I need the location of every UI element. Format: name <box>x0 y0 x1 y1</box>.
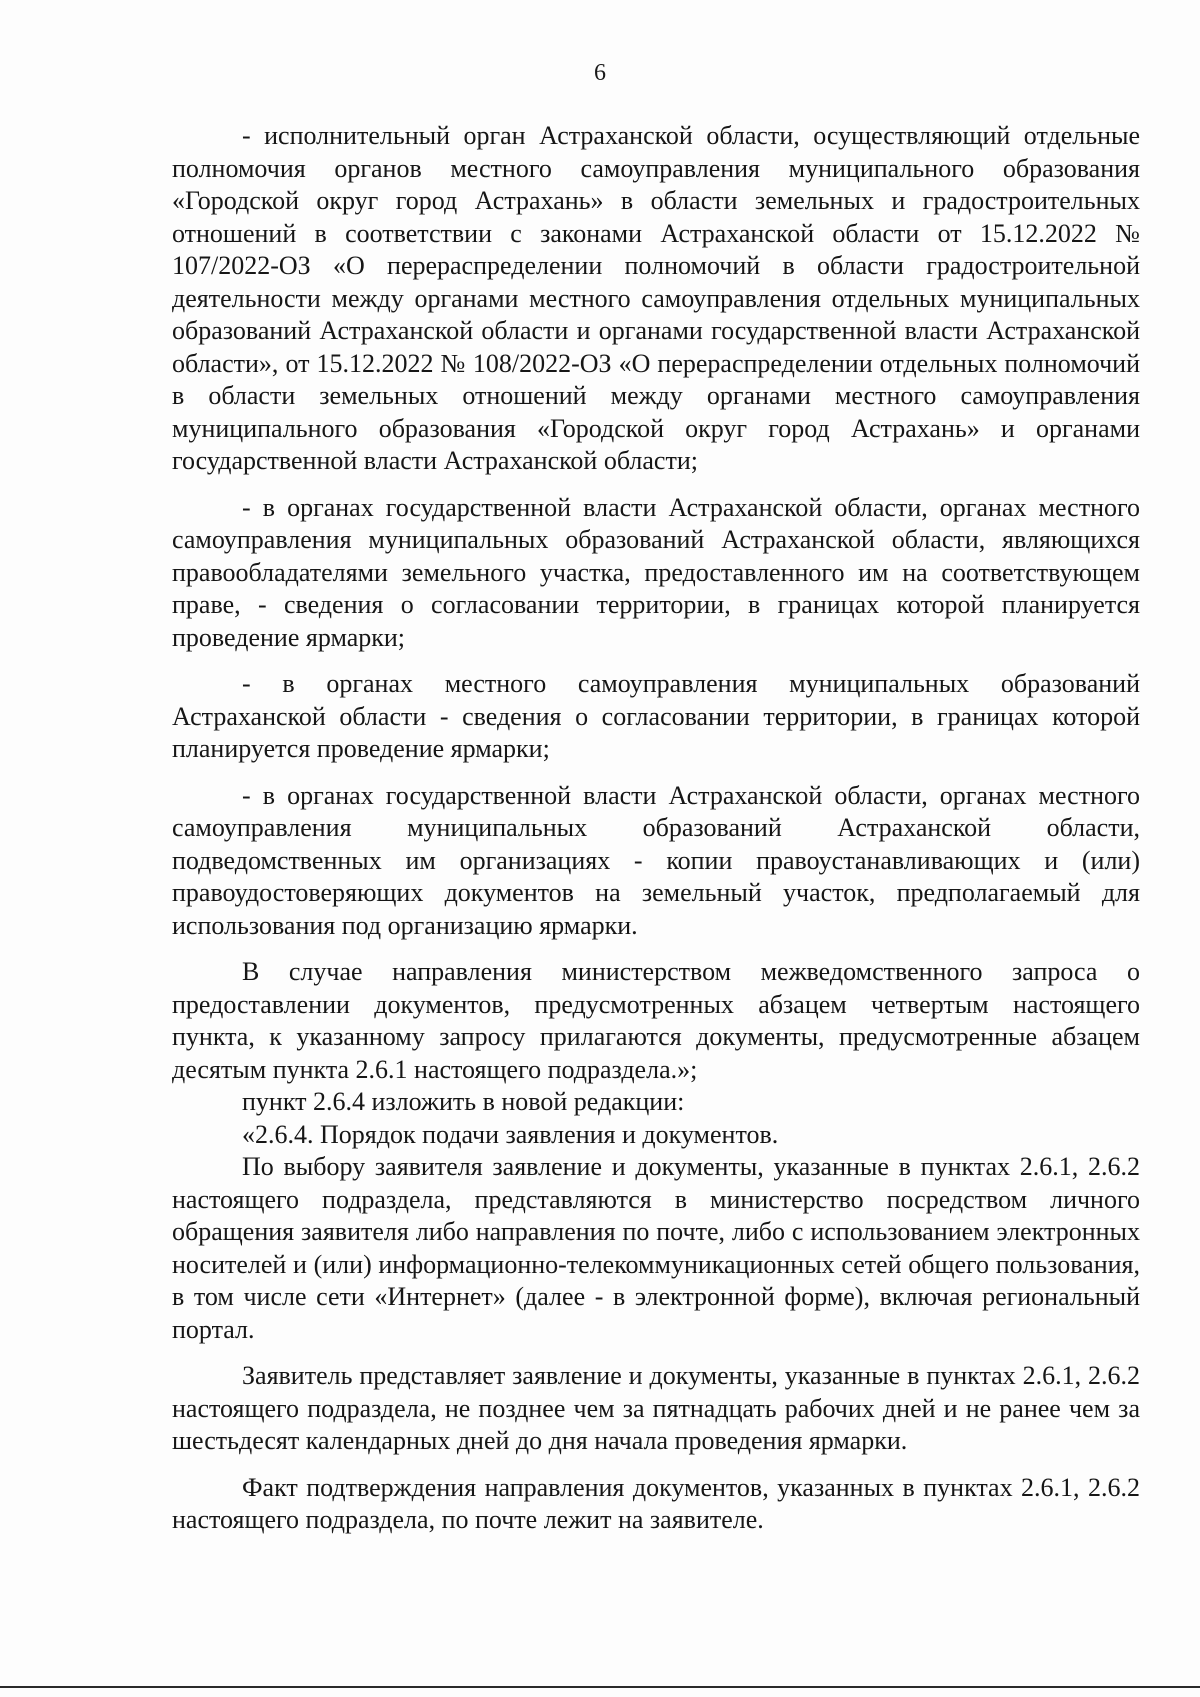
document-body <box>172 120 1140 1537</box>
paragraph-interagency-request: В случае направления министерством межведомственного запроса о предоставлении документов, предусмотренных абзацем четвертым настоящего пункта, к указанному запросу прилагаются документы, предусмотренные абзацем десятым пункта 2.6.1 настоящего подраздела.»; <box>172 957 1140 1084</box>
paragraph-mail-confirmation: Факт подтверждения направления документов, указанных в пунктах 2.6.1, 2.6.2 настоящего подраздела, по почте лежит на заявителе. <box>172 1472 1140 1534</box>
paragraph-submission-deadline: Заявитель представляет заявление и документы, указанные в пунктах 2.6.1, 2.6.2 настоящего подраздела, не позднее чем за пятнадцать рабочих дней и не ранее чем за шестьдесят календарных дней до дня начала проведения ярмарки. <box>172 1361 1140 1455</box>
bottom-rule <box>0 1686 1200 1688</box>
paragraph-executive-body: - исполнительный орган Астраханской области, осуществляющий отдельные полномочия органов местного самоуправления муниципального образования «Городской округ город Астрахань» в области земельных и градостроительных отношений в соответствии с законами Астраханской области от 15.12.2022 № 107/2022-ОЗ «О перераспределении полномочий в области градостроительной деятельности между органами местного самоуправления отдельных муниципальных образований Астраханской области и органами государственной власти Астраханской области», от 15.12.2022 № 108/2022-ОЗ «О перераспределении отдельных полномочий в области земельных отношений между органами местного самоуправления муниципального образования «Городской округ город Астрахань» и органами государственной власти Астраханской области; <box>172 121 1140 475</box>
paragraph-amend-2-6-4: пункт 2.6.4 изложить в новой редакции: <box>242 1087 685 1116</box>
paragraph-state-bodies-land: - в органах государственной власти Астраханской области, органах местного самоуправления муниципальных образований Астраханской области, являющихся правообладателями земельного участка, предоставленного им на соответствующем праве, - сведения о согласовании территории, в границах которой планируется проведение ярмарки; <box>172 492 1140 652</box>
paragraph-2-6-4-title: «2.6.4. Порядок подачи заявления и документов. <box>242 1119 779 1149</box>
paragraph-subordinate-orgs: - в органах государственной власти Астраханской области, органах местного самоуправления муниципальных образований Астраханской области, подведомственных им организациях - копии правоустанавливающих и (или) правоудостоверяющих документов на земельный участок, предполагаемый для использования под организацию ярмарки. <box>172 780 1140 940</box>
page-number: 6 <box>594 60 606 86</box>
paragraph-submission-methods: По выбору заявителя заявление и документы, указанные в пунктах 2.6.1, 2.6.2 настоящего подраздела, представляются в министерство посредством личного обращения заявителя либо направления по почте, либо с использованием электронных носителей и (или) информационно-телекоммуникационных сетей общего пользования, в том числе сети «Интернет» (далее - в электронной форме), включая региональный портал. <box>172 1152 1140 1344</box>
paragraph-local-bodies: - в органах местного самоуправления муниципальных образований Астраханской области - сведения о согласовании территории, в границах которой планируется проведение ярмарки; <box>172 669 1140 763</box>
